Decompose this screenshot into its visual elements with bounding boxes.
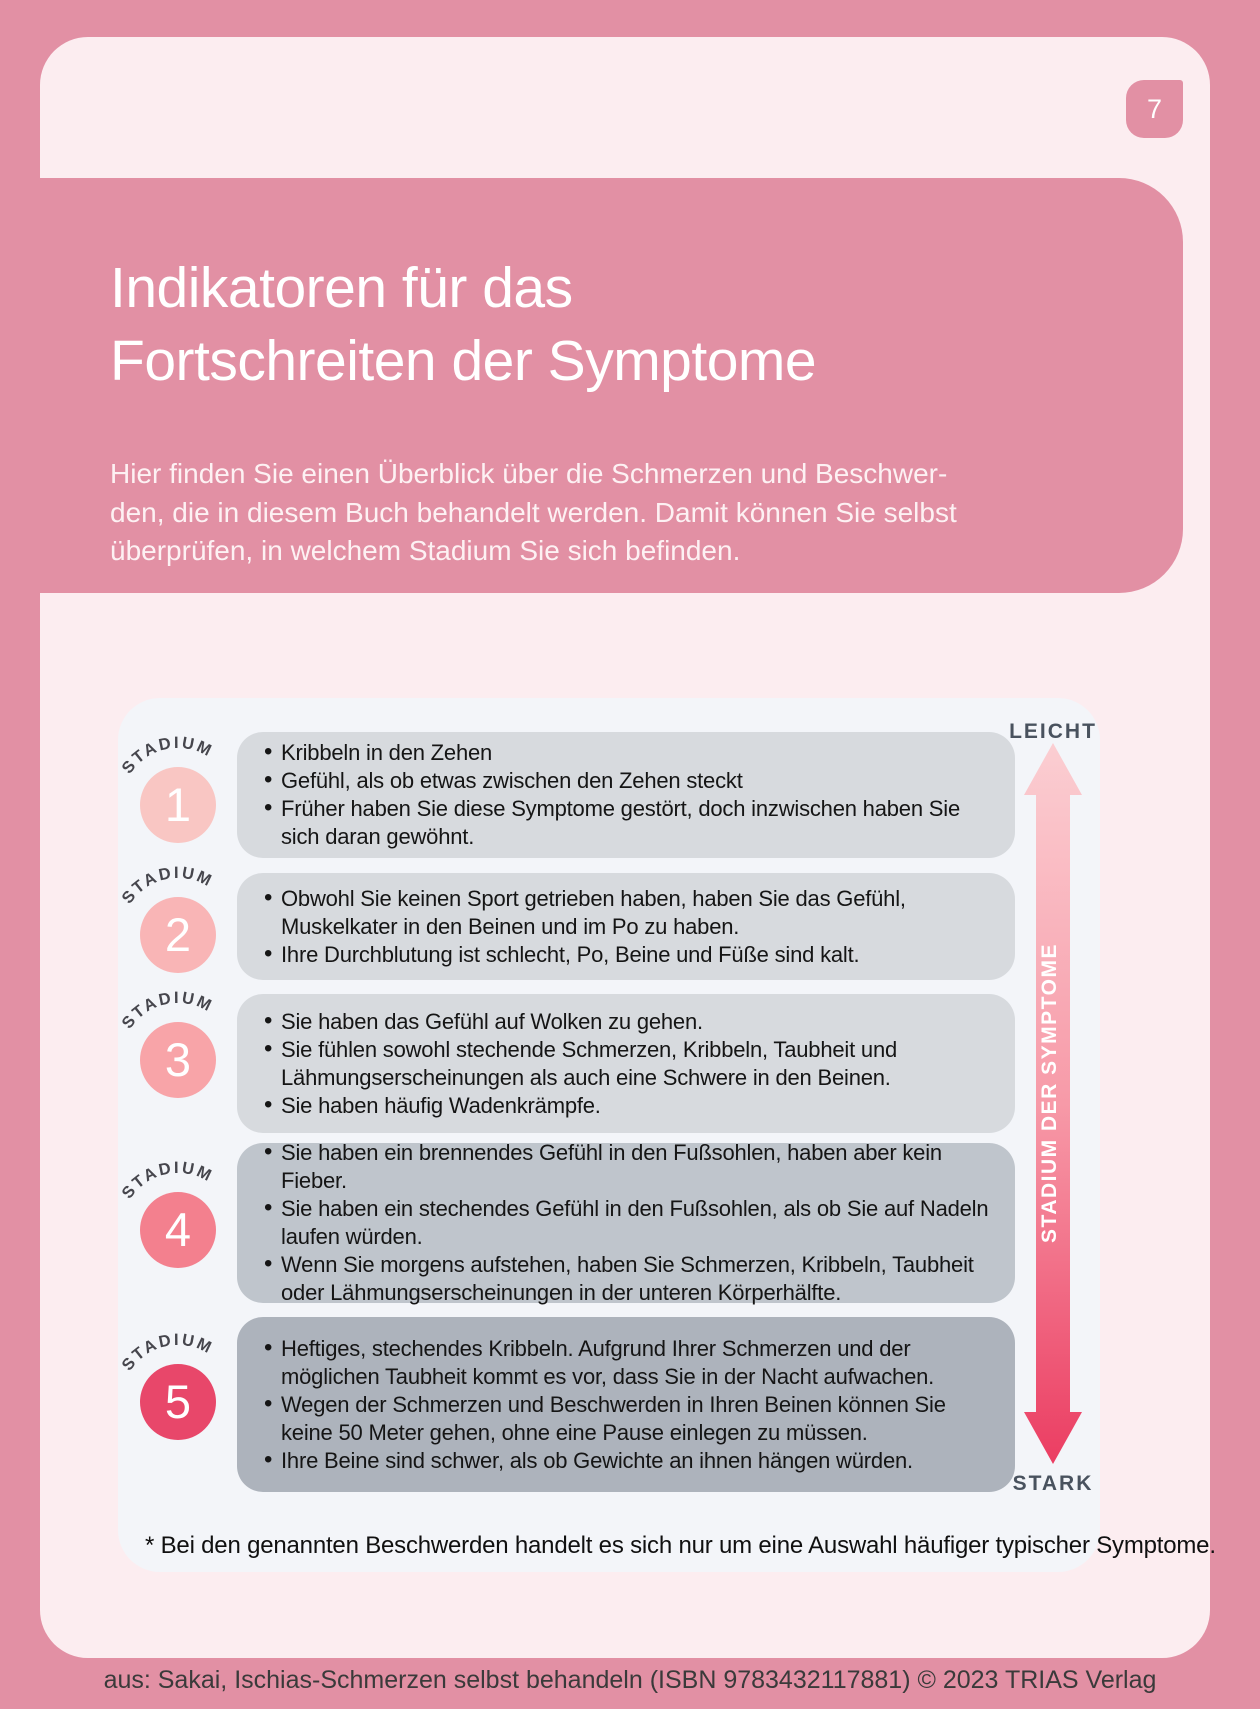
scale-label-stark: STARK <box>1012 1472 1094 1495</box>
bullet-item: • Sie haben ein stechendes Gefühl in den Fußsohlen, als ob Sie auf Nadeln laufen würden. <box>263 1195 1003 1251</box>
page-title <box>110 252 816 398</box>
stage-5-badge <box>118 1316 238 1448</box>
bullet-item: • Obwohl Sie keinen Sport getrieben haben, haben Sie das Gefühl, Muskelkater in den Beinen und im Po zu haben. <box>263 885 1003 941</box>
stage-4-symptoms <box>237 1140 1015 1305</box>
stage-4-badge <box>118 1144 238 1276</box>
stage-3-bullet-list <box>237 1008 1015 1120</box>
bullet-item: • Ihre Durchblutung ist schlecht, Po, Beine und Füße sind kalt. <box>263 941 1003 969</box>
bullet-item: • Sie haben ein brennendes Gefühl in den Fußsohlen, haben aber kein Fieber. <box>263 1139 1003 1195</box>
bullet-item: • Früher haben Sie diese Symptome gestört, doch inzwischen haben Sie sich daran gewöhnt. <box>263 795 1003 851</box>
stage-3-badge <box>118 974 238 1106</box>
footnote: * Bei den genannten Beschwerden handelt es sich nur um eine Auswahl häufiger typischer Symptome. <box>145 1532 1216 1559</box>
stage-2-number: 2 <box>164 908 192 961</box>
bullet-item: • Heftiges, stechendes Kribbeln. Aufgrund Ihrer Schmerzen und der möglichen Taubheit kommt es vor, dass Sie in der Nacht aufwachen. <box>263 1335 1003 1391</box>
intro-line: Hier finden Sie einen Überblick über die Schmerzen und Beschwer- <box>110 458 948 489</box>
page-number: 7 <box>1146 93 1163 124</box>
stage-3-symptoms <box>237 994 1015 1133</box>
intro-line: den, die in diesem Buch behandelt werden. Damit können Sie selbst <box>110 496 957 528</box>
severity-axis-label: STADIUM DER SYMPTOME <box>1038 943 1061 1243</box>
intro-line: überprüfen, in welchem Stadium Sie sich befinden. <box>110 535 741 566</box>
source-credit: aus: Sakai, Ischias-Schmerzen selbst behandeln (ISBN 9783432117881) © 2023 TRIAS Verlag <box>103 1666 1157 1694</box>
scale-label-leicht: LEICHT <box>1009 720 1097 743</box>
stage-5-bullet-list <box>237 1335 1015 1475</box>
bullet-item: • Ihre Beine sind schwer, als ob Gewichte an ihnen hängen würden. <box>263 1447 1003 1475</box>
bullet-item: • Sie fühlen sowohl stechende Schmerzen, Kribbeln, Taubheit und Lähmungserscheinungen als auch eine Schwere in den Beinen. <box>263 1036 1003 1092</box>
bullet-item: • Sie haben häufig Wadenkrämpfe. <box>263 1092 1003 1120</box>
bullet-item: • Sie haben das Gefühl auf Wolken zu gehen. <box>263 1008 1003 1036</box>
stage-1-arc-label: STADIUM <box>118 733 217 778</box>
stage-2-arc-label: STADIUM <box>118 863 217 908</box>
stage-5-symptoms <box>237 1317 1015 1492</box>
stage-1-bullet-list <box>237 739 1015 851</box>
stage-5-number: 5 <box>164 1375 192 1428</box>
page-number-badge <box>1126 80 1183 138</box>
stage-2-bullet-list <box>237 885 1015 969</box>
stage-3-number: 3 <box>164 1033 192 1086</box>
stage-1-badge <box>118 719 238 851</box>
bullet-item: • Wegen der Schmerzen und Beschwerden in Ihren Beinen können Sie keine 50 Meter gehen, ohne eine Pause einlegen zu müssen. <box>263 1391 1003 1447</box>
page-title-line-1: Indikatoren für das <box>110 256 573 320</box>
stage-2-badge <box>118 849 238 981</box>
stage-2-symptoms <box>237 873 1015 980</box>
stage-1-symptoms <box>237 732 1015 858</box>
stage-3-arc-label: STADIUM <box>118 988 217 1033</box>
bullet-item: • Gefühl, als ob etwas zwischen den Zehen steckt <box>263 767 1003 795</box>
stage-4-bullet-list <box>237 1139 1015 1307</box>
intro-paragraph <box>110 455 957 571</box>
bullet-item: • Wenn Sie morgens aufstehen, haben Sie Schmerzen, Kribbeln, Taubheit oder Lähmungserscheinungen in der unteren Körperhälfte. <box>263 1251 1003 1307</box>
page-title-line-2: Fortschreiten der Symptome <box>110 329 817 393</box>
stage-1-number: 1 <box>164 778 192 831</box>
bullet-item: • Kribbeln in den Zehen <box>263 739 1003 767</box>
stage-4-arc-label: STADIUM <box>118 1158 217 1203</box>
stage-4-number: 4 <box>164 1203 192 1256</box>
stage-5-arc-label: STADIUM <box>118 1330 217 1375</box>
